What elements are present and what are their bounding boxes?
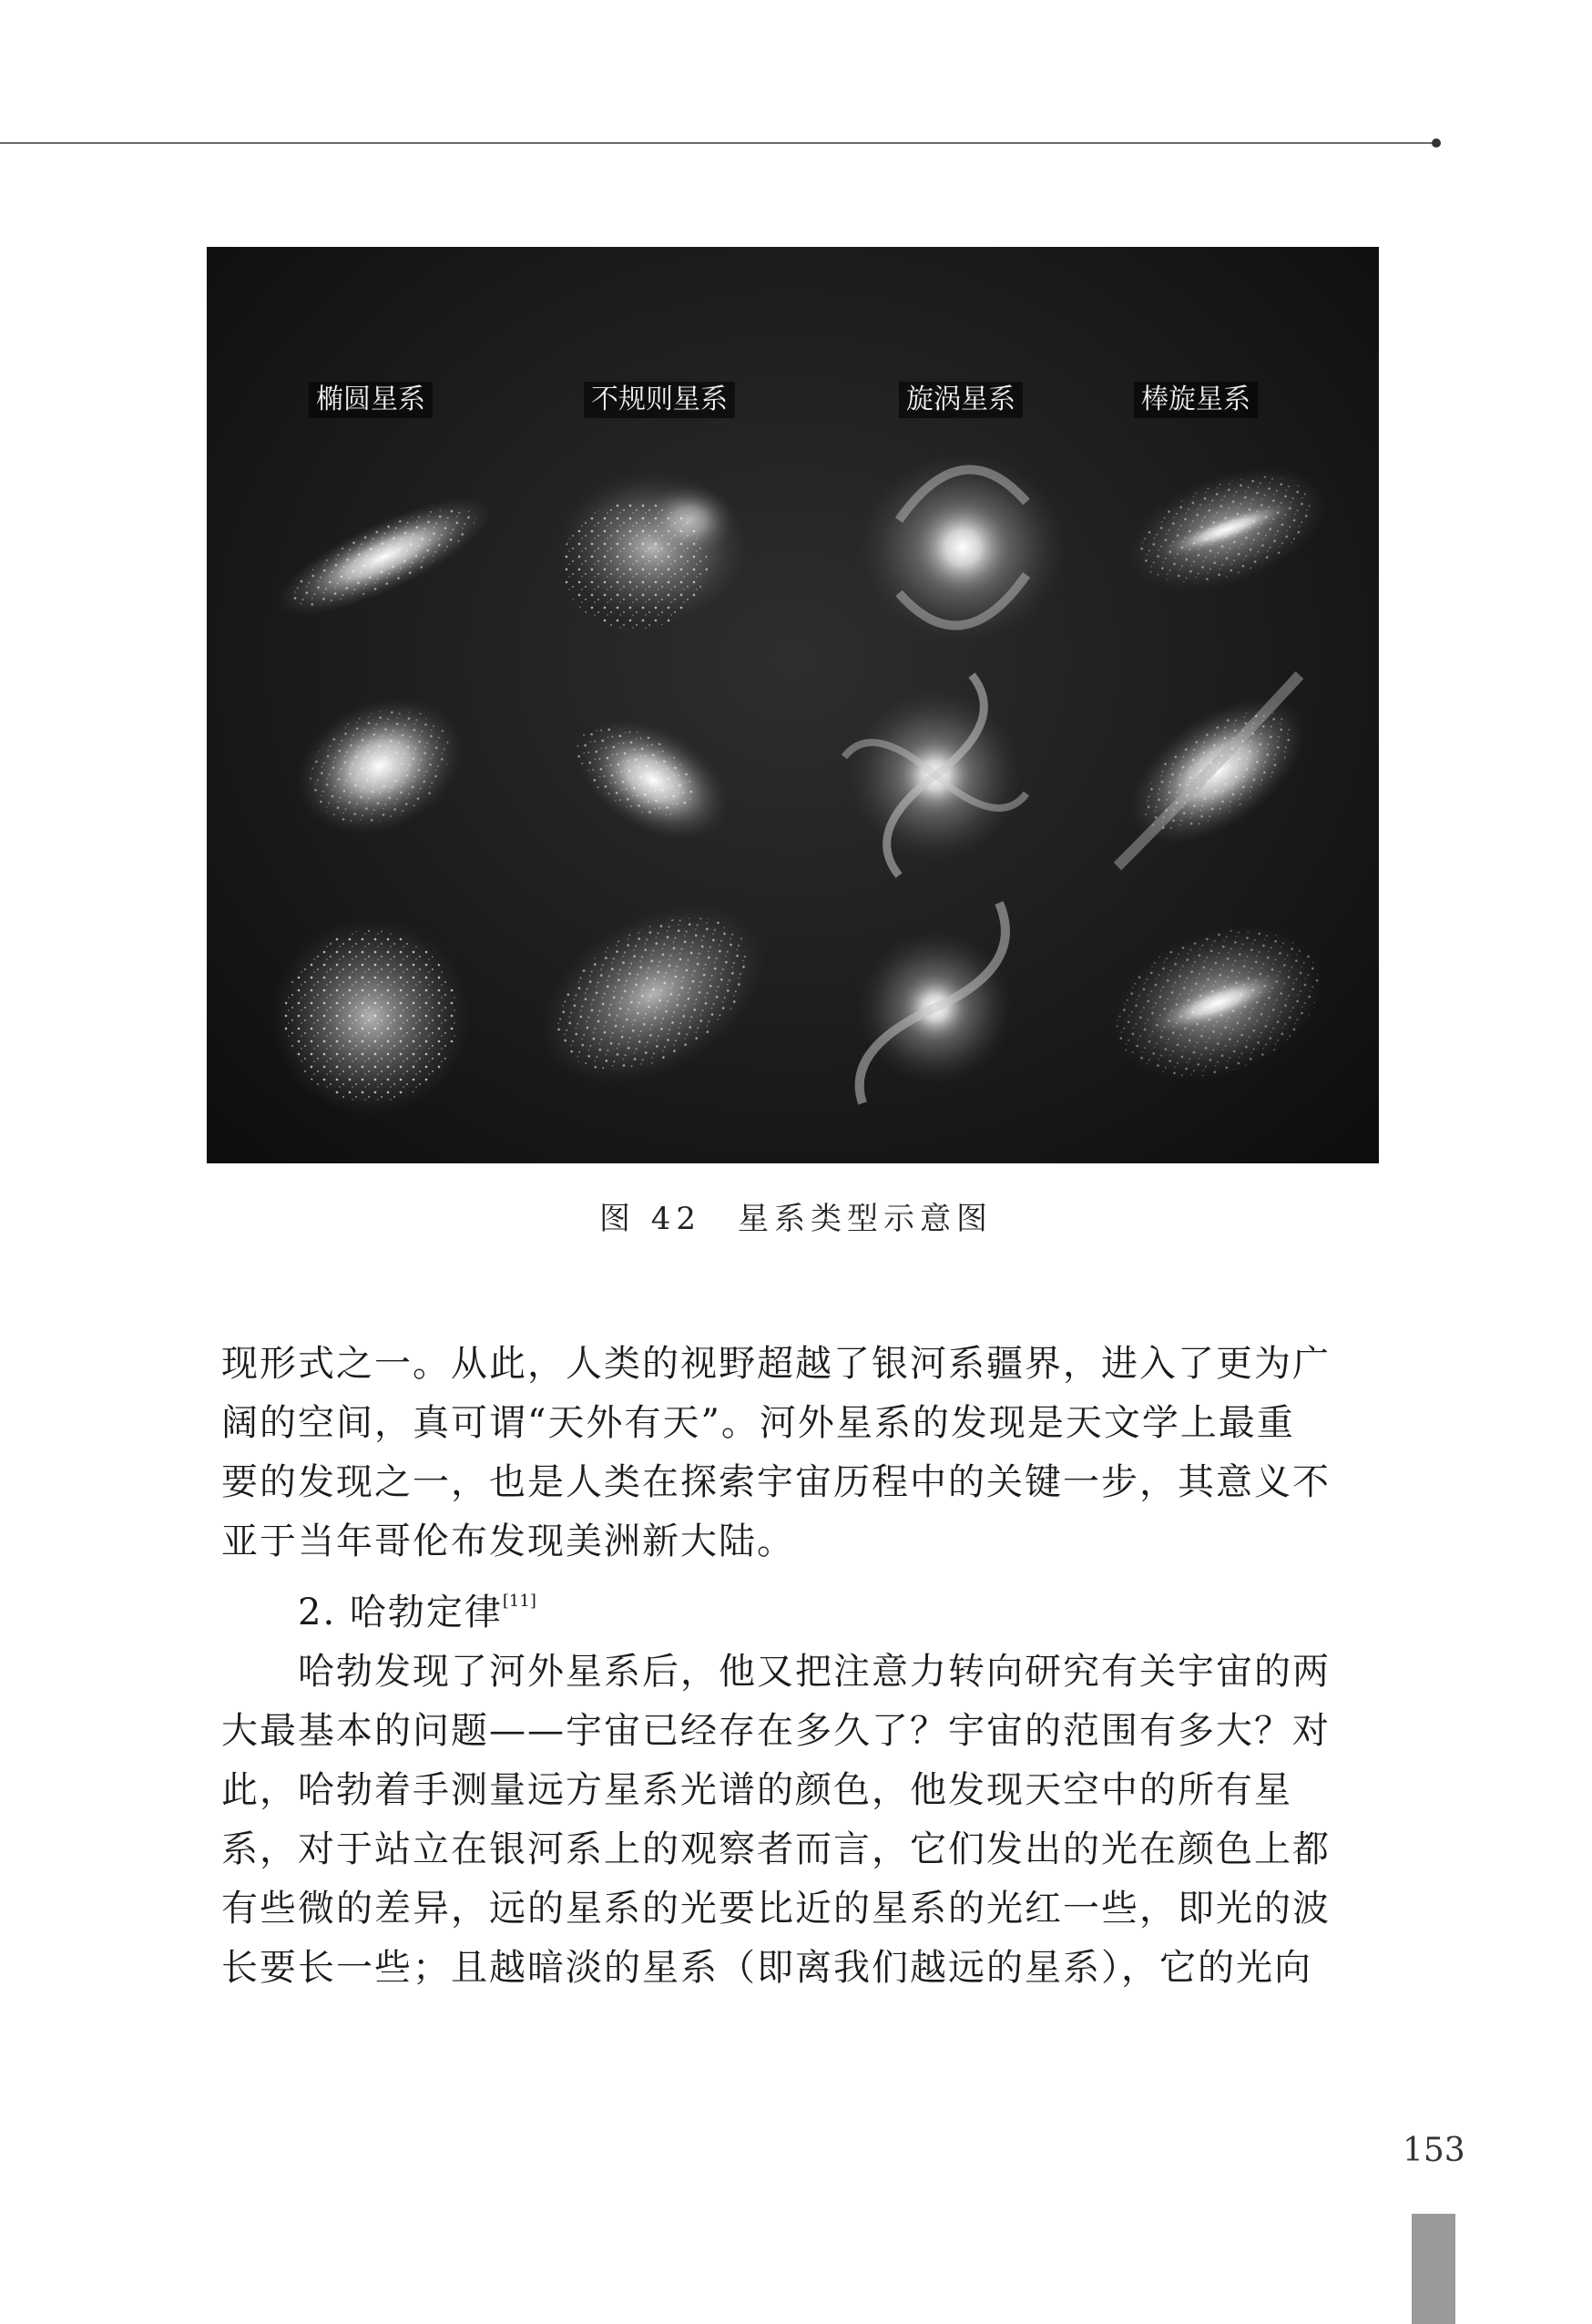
text-line: 系，对于站立在银河系上的观察者而言，它们发出的光在颜色上都 — [221, 1828, 1331, 1870]
page-number: 153 — [1403, 2132, 1465, 2169]
irregular-galaxy-3 — [508, 865, 799, 1122]
figure-caption: 图 42 星系类型示意图 — [598, 1201, 994, 1237]
text-line: 有些微的差异，远的星系的光要比近的星系的光红一些，即光的波 — [221, 1888, 1331, 1930]
label-elliptical-galaxy: 椭圆星系 — [309, 382, 433, 418]
spiral-galaxy-3 — [858, 903, 1013, 1103]
label-irregular-galaxy: 不规则星系 — [584, 382, 735, 418]
spiral-galaxy-1 — [858, 452, 1067, 643]
barred-spiral-galaxy-1 — [1109, 442, 1343, 616]
paragraph-1 — [221, 1335, 1371, 1572]
body-text — [221, 1335, 1371, 1998]
text-line: 大最基本的问题——宇宙已经存在多久了？宇宙的范围有多大？对 — [221, 1710, 1331, 1752]
text-line: 阔的空间，真可谓“天外有天”。河外星系的发现是天文学上最重 — [221, 1402, 1295, 1444]
galaxy-types-figure — [207, 247, 1379, 1163]
text-line: 要的发现之一，也是人类在探索宇宙历程中的关键一步，其意义不 — [221, 1461, 1331, 1503]
section-heading-line — [221, 1572, 1371, 1643]
irregular-galaxy-2 — [557, 695, 750, 864]
irregular-galaxy-1 — [557, 470, 749, 630]
label-barred-spiral-galaxy: 棒旋星系 — [1134, 382, 1258, 418]
elliptical-galaxy-3 — [270, 916, 471, 1117]
paragraph-2 — [221, 1643, 1371, 1998]
text-line: 现形式之一。从此，人类的视野超越了银河系疆界，进入了更为广 — [221, 1343, 1331, 1385]
text-line: 此，哈勃着手测量远方星系光谱的颜色，他发现天空中的所有星 — [221, 1769, 1292, 1811]
thumb-tab — [1412, 2214, 1455, 2324]
reference-superscript: [11] — [502, 1592, 536, 1611]
section-heading — [221, 1572, 1371, 1643]
spiral-galaxy-2 — [844, 675, 1026, 875]
header-rule — [0, 142, 1435, 144]
text-line: 亚于当年哥伦布发现美洲新大陆。 — [221, 1520, 795, 1562]
text-line: 长要长一些；且越暗淡的星系（即离我们越远的星系），它的光向 — [221, 1947, 1312, 1989]
barred-spiral-galaxy-2 — [1104, 669, 1331, 873]
barred-spiral-galaxy-3 — [1090, 897, 1345, 1109]
elliptical-galaxy-1 — [262, 476, 506, 639]
section-heading-text: 2. 哈勃定律 — [298, 1592, 503, 1633]
header-rule-dot — [1432, 138, 1441, 148]
label-spiral-galaxy: 旋涡星系 — [899, 382, 1023, 418]
text-line: 哈勃发现了河外星系后，他又把注意力转向研究有关宇宙的两 — [298, 1651, 1331, 1693]
elliptical-galaxy-2 — [274, 671, 485, 860]
